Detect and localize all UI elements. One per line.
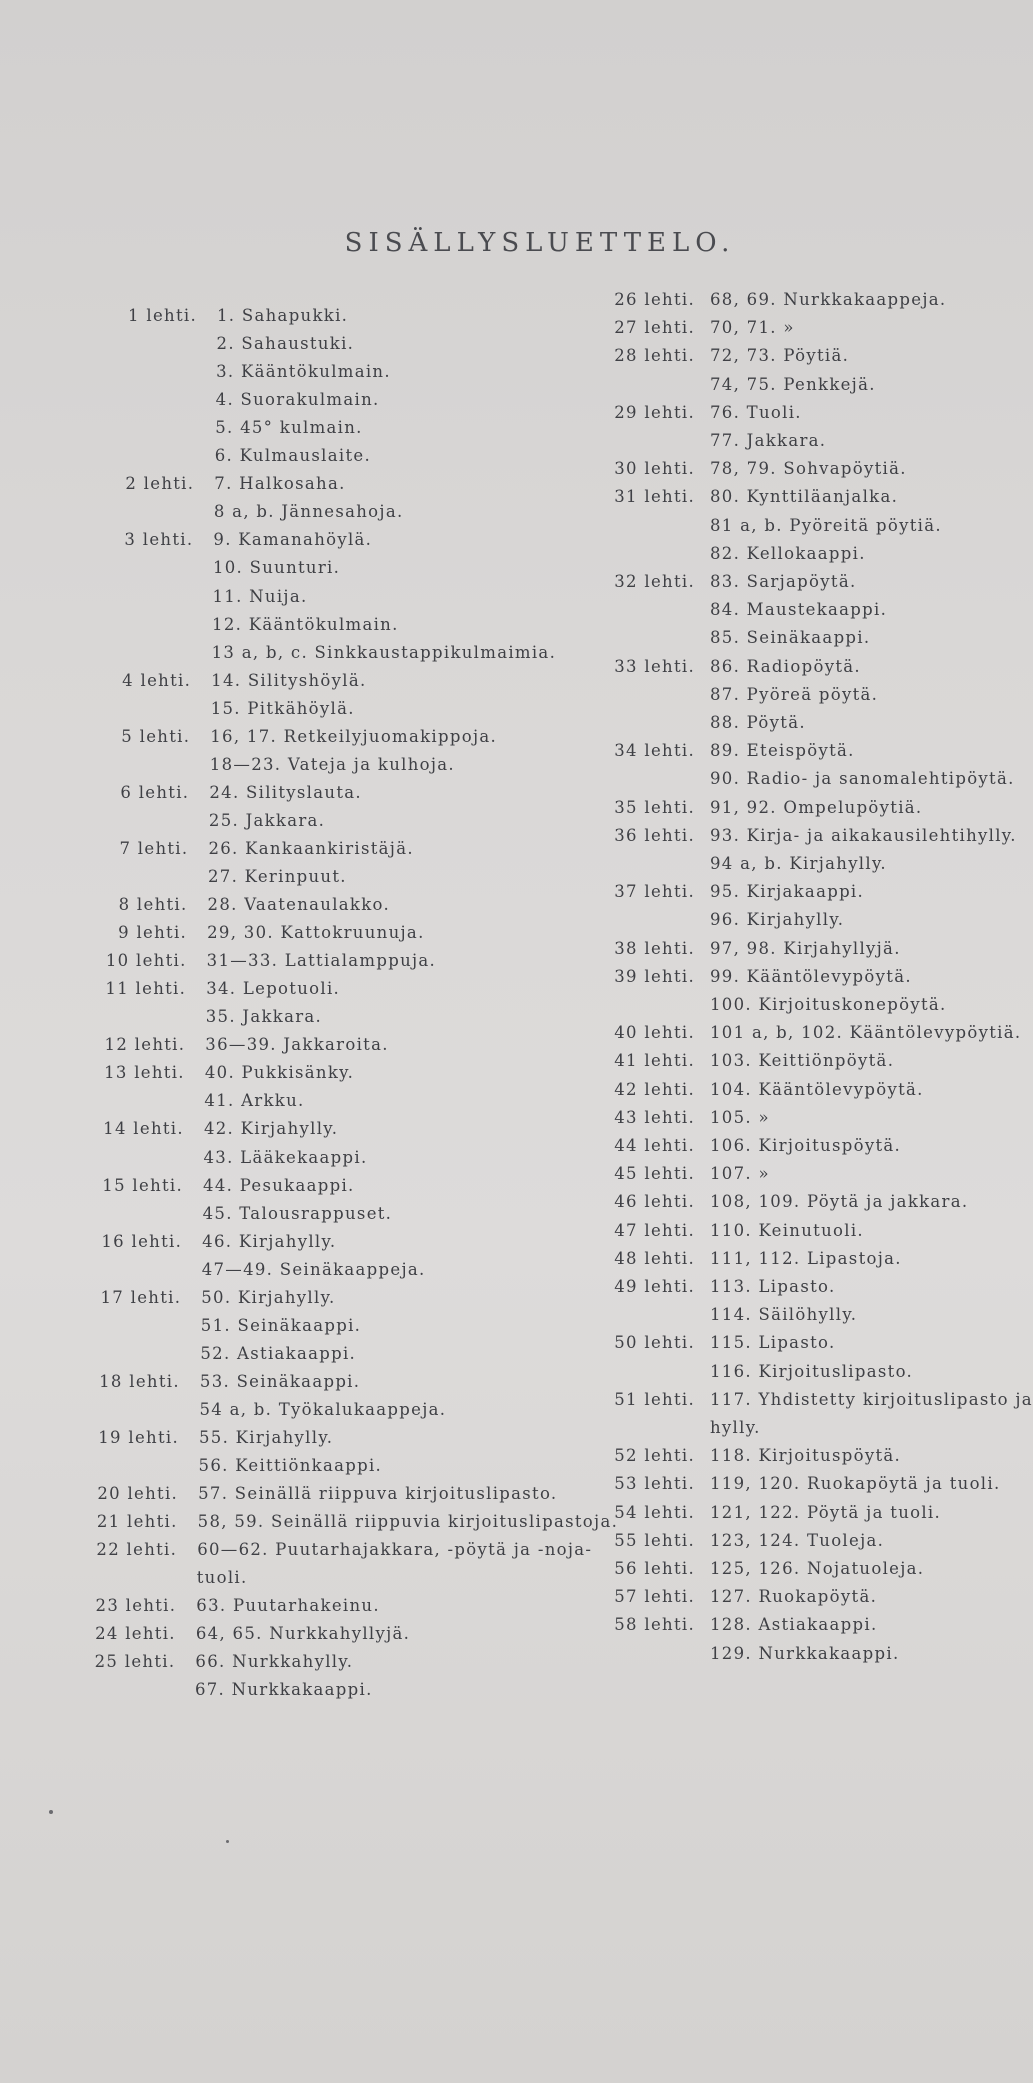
toc-leaf-number: 23 lehti. [95,1596,177,1616]
toc-item-title: 13 a, b, c. Sinkkaustappikulmaimia. [211,642,557,662]
toc-leaf-number: 47 lehti. [614,1220,695,1240]
toc-leaf-number: 51 lehti. [614,1389,695,1409]
toc-leaf-number: 35 lehti. [614,797,695,817]
toc-item-title: 25. Jakkara. [208,810,326,830]
toc-item-title: 53. Seinäkaappi. [199,1371,361,1391]
toc-item-title: 40. Pukkisänky. [204,1063,355,1083]
toc-leaf-number: 48 lehti. [614,1248,695,1268]
toc-item-title: 116. Kirjoituslipasto. [710,1361,914,1381]
toc-item-title: 4. Suorakulmain. [215,390,380,410]
toc-leaf-number: 42 lehti. [614,1079,695,1099]
toc-leaf-number: 10 lehti. [105,951,187,971]
toc-leaf-number: 36 lehti. [614,825,695,845]
toc-item-title: 56. Keittiönkaappi. [198,1456,383,1476]
toc-item-title: 97, 98. Kirjahyllyjä. [710,938,901,958]
toc-item-title: 26. Kankaankiristäjä. [208,838,414,858]
toc-item-title: 95. Kirjakaappi. [710,882,865,902]
toc-item-title: 42. Kirjahylly. [203,1119,339,1139]
toc-item-title: 80. Kynttiläanjalka. [710,487,899,507]
toc-leaf-number: 8 lehti. [118,895,188,915]
toc-leaf-number: 5 lehti. [121,726,191,746]
toc-leaf-number: 55 lehti. [614,1530,695,1550]
toc-item-title: 52. Astiakaappi. [200,1343,357,1363]
toc-leaf-number: 26 lehti. [614,290,695,309]
toc-leaf-number: 7 lehti. [119,838,189,858]
toc-item-title: 50. Kirjahylly. [201,1287,336,1307]
toc-leaf-number: 20 lehti. [97,1484,179,1504]
toc-leaf-number: 1 lehti. [128,306,197,325]
toc-item-title: 108, 109. Pöytä ja jakkara. [710,1192,969,1212]
toc-leaf-number: 22 lehti. [96,1540,178,1560]
toc-leaf-number: 15 lehti. [102,1175,184,1195]
toc-leaf-number: 40 lehti. [614,1023,695,1043]
toc-leaf-number: 34 lehti. [614,741,695,761]
toc-leaf-number: 29 lehti. [614,402,695,422]
toc-leaf-number: 3 lehti. [124,530,194,550]
toc-leaf-number: 45 lehti. [614,1164,695,1184]
toc-item-title: 51. Seinäkaappi. [200,1315,362,1335]
toc-item-title: 68, 69. Nurkkakaappeja. [710,290,947,309]
toc-item-title: 118. Kirjoituspöytä. [710,1446,902,1466]
toc-leaf-number: 4 lehti. [122,670,192,690]
toc-item-title: 99. Kääntölevypöytä. [710,966,912,986]
toc-item-title: 88. Pöytä. [710,713,806,732]
toc-item-title: 66. Nurkkahylly. [195,1652,354,1672]
toc-item-title: 18—23. Vateja ja kulhoja. [209,754,455,774]
toc-item-title: 115. Lipasto. [710,1333,836,1353]
toc-item-title: 36—39. Jakkaroita. [205,1035,389,1055]
toc-leaf-number: 31 lehti. [614,487,695,507]
toc-leaf-number: 52 lehti. [614,1446,695,1466]
toc-item-title: 29, 30. Kattokruunuja. [207,923,425,943]
toc-leaf-number: 58 lehti. [614,1615,695,1635]
toc-leaf-number: 33 lehti. [614,656,695,676]
toc-item-title: 41. Arkku. [204,1091,305,1111]
toc-item-title: 121, 122. Pöytä ja tuoli. [710,1502,942,1522]
toc-leaf-number: 53 lehti. [614,1474,695,1494]
toc-leaf-number: 25 lehti. [94,1652,176,1672]
toc-item-title: 96. Kirjahylly. [710,910,845,930]
toc-item-title: 127. Ruokapöytä. [710,1587,878,1607]
toc-item-title: 64, 65. Nurkkahyllyjä. [195,1624,411,1644]
toc-item-title: 77. Jakkara. [710,431,827,450]
toc-item-title: 9. Kamanahöylä. [213,530,373,550]
toc-item-title: 15. Pitkähöylä. [210,698,355,718]
toc-item-title: 1. Sahapukki. [217,306,349,325]
toc-item-title: 103. Keittiönpöytä. [710,1051,895,1071]
toc-leaf-number: 46 lehti. [614,1192,695,1212]
toc-item-title: 100. Kirjoituskonepöytä. [710,995,947,1014]
toc-item-title: 76. Tuoli. [710,402,802,422]
toc-item-title: 104. Kääntölevypöytä. [710,1079,924,1099]
page-title: SISÄLLYSLUETTELO. [344,228,736,258]
toc-item-title: 105. » [710,1107,770,1127]
toc-leaf-number: 2 lehti. [125,474,195,494]
toc-leaf-number: 54 lehti. [614,1502,695,1522]
toc-leaf-number: 39 lehti. [614,966,695,986]
toc-item-title: 82. Kellokaappi. [710,543,866,563]
toc-leaf-number: 28 lehti. [614,346,695,366]
toc-item-title: 91, 92. Ompelupöytiä. [710,797,923,817]
toc-leaf-number: 56 lehti. [614,1559,695,1578]
toc-leaf-number: 9 lehti. [118,923,188,943]
toc-item-title: 24. Silityslauta. [209,782,362,802]
toc-item-title: 47—49. Seinäkaappeja. [201,1259,426,1279]
toc-item-title: 81 a, b. Pyöreitä pöytiä. [710,515,942,535]
toc-item-title: 27. Kerinpuut. [208,867,347,886]
toc-leaf-number: 27 lehti. [614,318,695,338]
toc-item-title: 14. Silityshöylä. [211,670,367,690]
paper-speck [49,1810,53,1814]
toc-item-title: 85. Seinäkaappi. [710,628,871,648]
paper-speck [226,1840,229,1843]
toc-leaf-number: 44 lehti. [614,1136,695,1155]
toc-leaf-number: 6 lehti. [120,782,190,802]
toc-item-title: 34. Lepotuoli. [206,979,341,999]
toc-leaf-number: 24 lehti. [95,1624,176,1644]
toc-item-title: 93. Kirja- ja aikakausilehtihylly. [710,825,1017,845]
toc-item-title: 12. Kääntökulmain. [212,614,399,634]
toc-leaf-number: 21 lehti. [96,1512,178,1532]
toc-item-title: 28. Vaatenaulakko. [207,895,390,915]
toc-item-title: 67. Nurkkakaappi. [194,1680,373,1700]
toc-item-title: 119, 120. Ruokapöytä ja tuoli. [710,1474,1001,1494]
toc-item-title: 90. Radio- ja sanomalehtipöytä. [710,769,1015,789]
toc-item-title: 45. Talousrappuset. [202,1203,393,1223]
toc-leaf-number: 16 lehti. [101,1231,183,1251]
toc-item-title: 46. Kirjahylly. [202,1231,337,1251]
toc-item-title: tuoli. [196,1568,248,1588]
toc-leaf-number: 57 lehti. [614,1587,695,1607]
toc-item-title: 8 a, b. Jännesahoja. [213,502,404,522]
toc-item-title: 31—33. Lattialamppuja. [206,951,437,971]
toc-item-title: 2. Sahaustuki. [216,334,355,354]
toc-item-title: 117. Yhdistetty kirjoituslipasto ja [710,1389,1033,1409]
toc-item-title: 84. Maustekaappi. [710,600,888,620]
toc-item-title: 58, 59. Seinällä riippuvia kirjoituslipastoja. [197,1512,619,1532]
toc-item-title: 87. Pyöreä pöytä. [710,684,879,704]
toc-item-title: 35. Jakkara. [205,1007,323,1027]
toc-leaf-number: 38 lehti. [614,938,695,958]
toc-item-title: hylly. [710,1418,761,1437]
toc-leaf-number: 14 lehti. [103,1119,184,1139]
toc-item-title: 107. » [710,1164,770,1184]
toc-item-title: 110. Keinutuoli. [710,1220,864,1240]
toc-item-title: 54 a, b. Työkalukaappeja. [199,1399,447,1419]
toc-item-title: 89. Eteispöytä. [710,741,855,761]
toc-leaf-number: 11 lehti. [105,979,187,999]
toc-item-title: 7. Halkosaha. [214,474,346,494]
toc-leaf-number: 13 lehti. [104,1063,185,1083]
toc-leaf-number: 41 lehti. [614,1051,695,1071]
toc-leaf-number: 30 lehti. [614,459,695,479]
toc-item-title: 63. Puutarhakeinu. [196,1596,380,1616]
toc-item-title: 55. Kirjahylly. [199,1428,334,1447]
toc-leaf-number: 32 lehti. [614,572,695,591]
toc-item-title: 44. Pesukaappi. [203,1175,355,1195]
toc-item-title: 6. Kulmauslaite. [214,446,372,466]
toc-item-title: 3. Kääntökulmain. [216,362,391,382]
toc-item-title: 128. Astiakaappi. [710,1615,878,1635]
toc-leaf-number: 37 lehti. [614,882,695,902]
toc-item-title: 11. Nuija. [212,586,308,606]
toc-item-title: 60—62. Puutarhajakkara, -pöytä ja -noja- [197,1540,593,1560]
toc-item-title: 74, 75. Penkkejä. [710,374,876,394]
toc-item-title: 114. Säilöhylly. [710,1305,858,1325]
toc-item-title: 5. 45° kulmain. [215,418,363,438]
toc-leaf-number: 50 lehti. [614,1333,695,1353]
toc-leaf-number: 12 lehti. [104,1035,186,1055]
toc-item-title: 129. Nurkkakaappi. [710,1643,900,1663]
toc-item-title: 72, 73. Pöytiä. [710,346,850,366]
toc-item-title: 86. Radiopöytä. [710,656,861,676]
toc-item-title: 113. Lipasto. [710,1277,836,1296]
toc-item-title: 43. Lääkekaappi. [203,1147,368,1167]
toc-item-title: 125, 126. Nojatuoleja. [710,1559,925,1578]
toc-leaf-number: 43 lehti. [614,1107,695,1127]
toc-item-title: 70, 71. » [710,318,795,338]
toc-item-title: 78, 79. Sohvapöytiä. [710,459,907,479]
toc-leaf-number: 17 lehti. [100,1287,182,1307]
toc-item-title: 57. Seinällä riippuva kirjoituslipasto. [198,1484,558,1504]
toc-item-title: 101 a, b, 102. Kääntölevypöytiä. [710,1023,1022,1043]
toc-item-title: 123, 124. Tuoleja. [710,1530,885,1550]
toc-leaf-number: 49 lehti. [614,1277,695,1296]
toc-item-title: 16, 17. Retkeilyjuomakippoja. [210,726,498,746]
toc-item-title: 94 a, b. Kirjahylly. [710,854,887,873]
toc-item-title: 83. Sarjapöytä. [710,572,857,591]
toc-leaf-number: 18 lehti. [99,1371,180,1391]
toc-item-title: 111, 112. Lipastoja. [710,1248,902,1268]
toc-leaf-number: 19 lehti. [98,1428,179,1447]
toc-item-title: 10. Suunturi. [212,558,341,578]
toc-item-title: 106. Kirjoituspöytä. [710,1136,902,1155]
